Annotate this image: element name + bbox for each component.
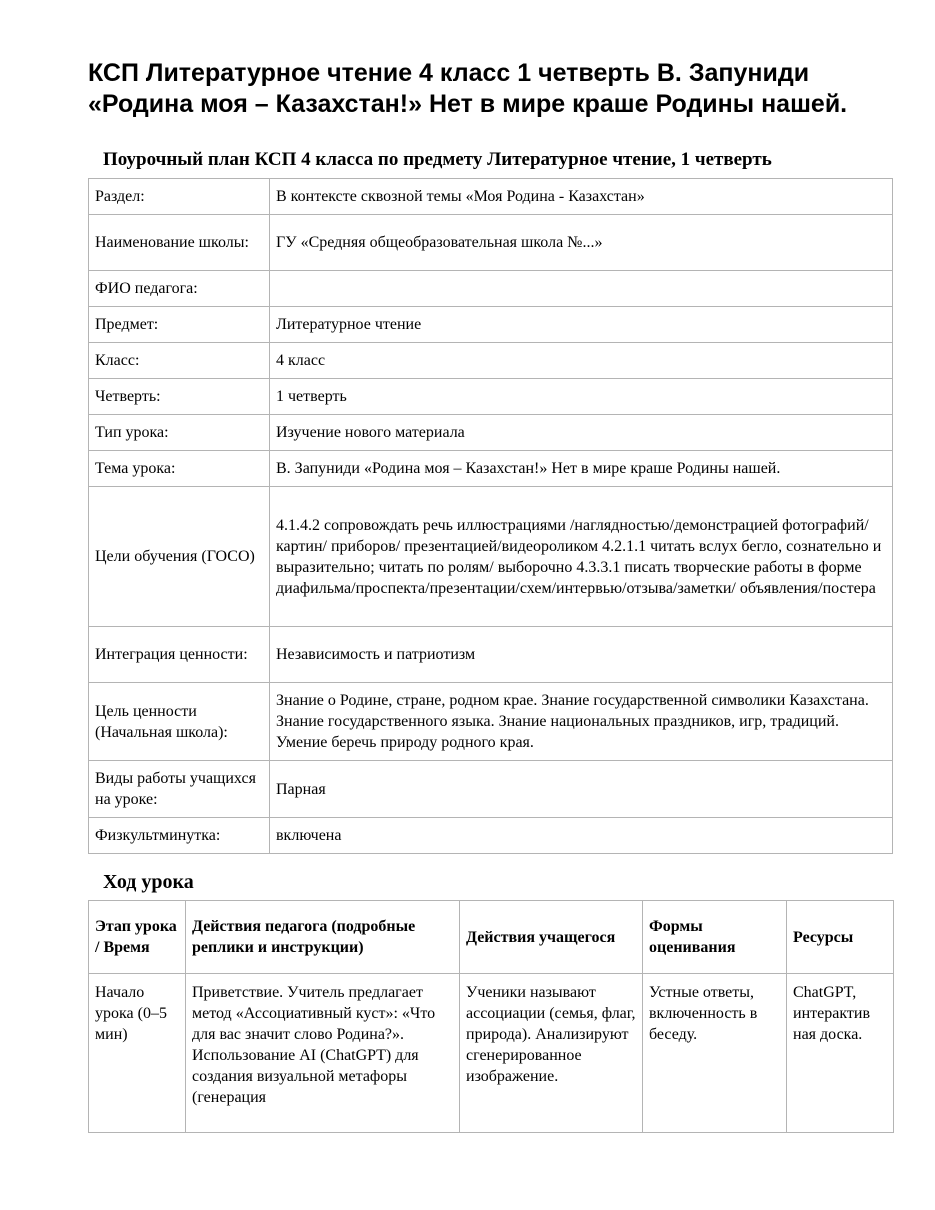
info-value: Знание о Родине, стране, родном крае. Знание государственной символики Казахстана. Знание государственного языка. Знание национальных праздников, игр, традиций. Умение беречь природу родного края. (270, 683, 893, 761)
info-label: Наименование школы: (89, 215, 270, 271)
document-title: КСП Литературное чтение 4 класс 1 четверть В. Запуниди «Родина моя – Казахстан!» Нет в мире краше Родины нашей. (88, 59, 848, 118)
teacher-actions-cell: Приветствие. Учитель предлагает метод «Ассоциативный куст»: «Что для вас значит слово Родина?». Использование AI (ChatGPT) для создания визуальной метафоры (генерация (186, 974, 460, 1133)
table-row (89, 343, 893, 379)
info-value: Независимость и патриотизм (270, 627, 893, 683)
info-label: Физкультминутка: (89, 818, 270, 854)
column-header-student-actions: Действия учащегося (460, 901, 643, 974)
info-value: Литературное чтение (270, 307, 893, 343)
table-row (89, 179, 893, 215)
table-header-row (89, 901, 894, 974)
stage-cell: Начало урока (0–5 мин) (89, 974, 186, 1133)
column-header-resources: Ресурсы (787, 901, 894, 974)
table-row (89, 974, 894, 1133)
info-value (270, 271, 893, 307)
table-row (89, 451, 893, 487)
info-label: Тип урока: (89, 415, 270, 451)
column-header-stage: Этап урока / Время (89, 901, 186, 974)
info-value: 4.1.4.2 сопровождать речь иллюстрациями /наглядностью/демонстрацией фотографий/картин/ приборов/ презентацией/видеороликом 4.2.1.1 читать вслух бегло, сознательно и выразительно; читать по ролям/ выборочно 4.3.3.1 писать творческие работы в форме диафильма/проспекта/презентации/схем/интервью/отзыва/заметки/ объявления/постера (270, 487, 893, 627)
column-header-assessment: Формы оценивания (643, 901, 787, 974)
resources-cell: ChatGPT, интерактив ная доска. (787, 974, 894, 1133)
table-row (89, 415, 893, 451)
table-row (89, 379, 893, 415)
info-value: В. Запуниди «Родина моя – Казахстан!» Нет в мире краше Родины нашей. (270, 451, 893, 487)
table-row (89, 761, 893, 818)
table-row (89, 683, 893, 761)
info-value: 4 класс (270, 343, 893, 379)
table-row (89, 271, 893, 307)
info-value: 1 четверть (270, 379, 893, 415)
lesson-flow-title: Ход урока (103, 871, 194, 893)
assessment-cell: Устные ответы, включенность в беседу. (643, 974, 787, 1133)
info-label: Интеграция ценности: (89, 627, 270, 683)
student-actions-cell: Ученики называют ассоциации (семья, флаг, природа). Анализируют сгенерированное изображение. (460, 974, 643, 1133)
info-value: В контексте сквозной темы «Моя Родина - Казахстан» (270, 179, 893, 215)
info-label: Тема урока: (89, 451, 270, 487)
info-label: Предмет: (89, 307, 270, 343)
info-label: Виды работы учащихся на уроке: (89, 761, 270, 818)
table-row (89, 627, 893, 683)
info-label: Четверть: (89, 379, 270, 415)
table-row (89, 307, 893, 343)
lesson-plan-subtitle: Поурочный план КСП 4 класса по предмету Литературное чтение, 1 четверть (103, 149, 772, 170)
info-value: включена (270, 818, 893, 854)
info-label: ФИО педагога: (89, 271, 270, 307)
info-label: Цель ценности (Начальная школа): (89, 683, 270, 761)
document-page (88, 58, 893, 1133)
table-row (89, 215, 893, 271)
lesson-info-table (88, 178, 893, 854)
column-header-teacher-actions: Действия педагога (подробные реплики и инструкции) (186, 901, 460, 974)
table-row (89, 487, 893, 627)
lesson-flow-table (88, 900, 894, 1133)
info-value: ГУ «Средняя общеобразовательная школа №...» (270, 215, 893, 271)
info-label: Цели обучения (ГОСО) (89, 487, 270, 627)
info-value: Изучение нового материала (270, 415, 893, 451)
info-value: Парная (270, 761, 893, 818)
info-label: Класс: (89, 343, 270, 379)
info-label: Раздел: (89, 179, 270, 215)
table-row (89, 818, 893, 854)
